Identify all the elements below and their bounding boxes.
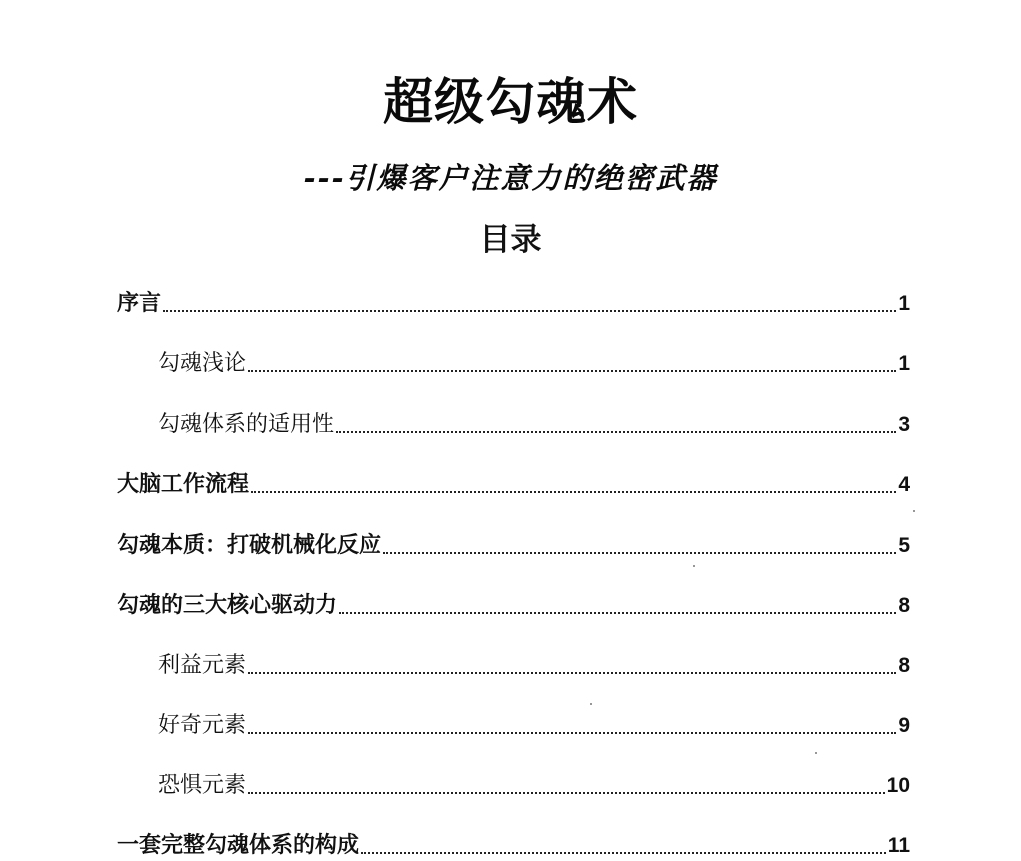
toc-entry-benefit[interactable]: [158, 645, 910, 681]
toc-entry-label: 勾魂浅论: [158, 351, 247, 376]
toc-entry-page: 5: [898, 534, 910, 557]
toc-entry-label: 大脑工作流程: [117, 472, 250, 497]
toc-entry-page: 1: [898, 292, 910, 315]
toc-entry-core-drivers[interactable]: [117, 585, 910, 621]
toc-entry-page: 4: [898, 473, 910, 496]
toc-leader-dots: [248, 792, 885, 794]
scan-speck: [815, 752, 817, 754]
toc-leader-dots: [248, 672, 896, 674]
toc-entry-label: 恐惧元素: [158, 773, 247, 798]
toc-leader-dots: [248, 370, 896, 372]
toc-entry-essence[interactable]: [117, 525, 910, 561]
toc-leader-dots: [248, 732, 896, 734]
toc-entry-hook-intro[interactable]: [158, 343, 910, 379]
toc-entry-label: 好奇元素: [158, 713, 247, 738]
toc-entry-brain-workflow[interactable]: [117, 464, 910, 500]
toc-entry-label: 勾魂的三大核心驱动力: [117, 593, 338, 618]
toc-entry-page: 11: [887, 834, 910, 857]
toc-leader-dots: [361, 852, 886, 854]
toc-leader-dots: [251, 491, 896, 493]
toc-entry-page: 9: [898, 714, 910, 737]
toc-heading: 目录: [479, 222, 542, 258]
toc-leader-dots: [339, 612, 896, 614]
toc-entry-curiosity[interactable]: [158, 705, 910, 741]
toc-entry-label: 利益元素: [158, 653, 247, 678]
document-subtitle: ---引爆客户注意力的绝密武器: [303, 161, 718, 195]
toc-entry-complete-system[interactable]: [117, 825, 910, 861]
toc-entry-preface[interactable]: [117, 283, 910, 319]
toc-leader-dots: [383, 552, 896, 554]
toc-leader-dots: [163, 310, 896, 312]
toc-entry-fear[interactable]: [158, 765, 910, 801]
document-title: 超级勾魂术: [383, 73, 638, 131]
toc-entry-label: 勾魂本质：打破机械化反应: [117, 533, 382, 558]
toc-entry-label: 一套完整勾魂体系的构成: [117, 833, 360, 858]
toc-entry-label: 序言: [117, 291, 162, 316]
scan-speck: [590, 703, 592, 705]
toc-entry-page: 3: [898, 413, 910, 436]
toc-entry-applicability[interactable]: [158, 404, 910, 440]
toc-leader-dots: [336, 431, 896, 433]
scan-speck: [913, 510, 915, 512]
scan-speck: [693, 565, 695, 567]
toc-entry-page: 8: [898, 654, 910, 677]
toc-entry-label: 勾魂体系的适用性: [158, 412, 335, 437]
toc-entry-page: 1: [898, 352, 910, 375]
toc-entry-page: 8: [898, 594, 910, 617]
toc-entry-page: 10: [886, 774, 910, 797]
